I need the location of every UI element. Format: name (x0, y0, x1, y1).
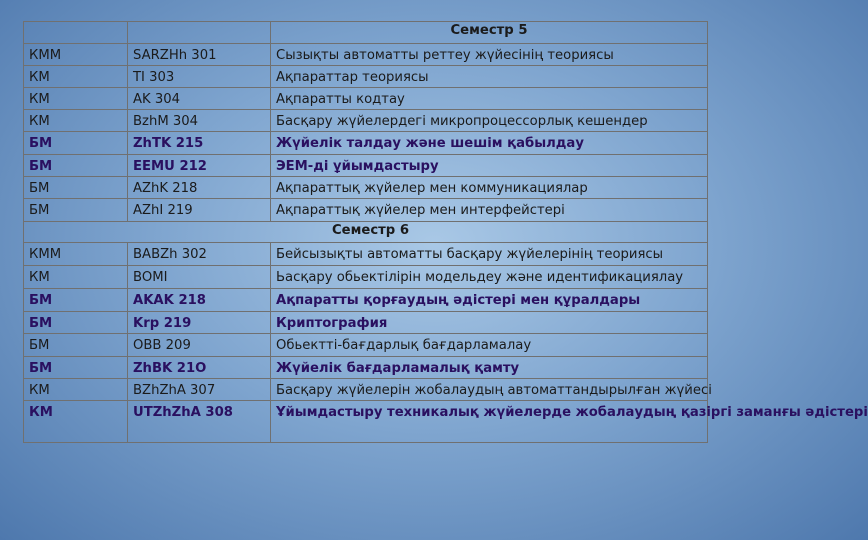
course-code-cell: BzhM 304 (128, 110, 271, 132)
module-type-cell: КМ (24, 266, 128, 289)
header-blank-cell (24, 22, 128, 44)
semester-header-row (24, 22, 708, 44)
course-row (24, 199, 708, 222)
course-row (24, 243, 708, 266)
module-type-cell: КММ (24, 44, 128, 66)
module-type-cell: БМ (24, 334, 128, 357)
module-type-cell: БМ (24, 312, 128, 334)
course-code-cell: AKAK 218 (128, 289, 271, 312)
course-row (24, 177, 708, 199)
course-code-cell: Krp 219 (128, 312, 271, 334)
course-code-cell: BOMI (128, 266, 271, 289)
course-name-cell: Басқару жүйелерін жобалаудың автоматтандырылған жүйесі (271, 379, 708, 401)
course-code-cell: ZhTK 215 (128, 132, 271, 155)
course-name-cell: ЭЕМ-ді ұйымдастыру (271, 155, 708, 177)
course-table (23, 21, 868, 443)
module-type-cell: БМ (24, 155, 128, 177)
course-name-cell: Ақпаратты қорғаудың әдістері мен құралдары (271, 289, 708, 312)
course-name-cell: Криптография (271, 312, 708, 334)
course-code-cell: AK 304 (128, 88, 271, 110)
module-type-cell: КМ (24, 110, 128, 132)
module-type-cell: БМ (24, 199, 128, 222)
course-row (24, 379, 708, 401)
course-name-cell: Ақпаратты кодтау (271, 88, 708, 110)
course-name-cell: Бейсызықты автоматты басқару жүйелерінің теориясы (271, 243, 708, 266)
course-code-cell: OBB 209 (128, 334, 271, 357)
header-blank-cell (128, 22, 271, 44)
module-type-cell: БМ (24, 357, 128, 379)
semester-header-row (24, 222, 708, 243)
course-row (24, 401, 708, 443)
course-code-cell: BABZh 302 (128, 243, 271, 266)
course-code-cell: UTZhZhA 308 (128, 401, 271, 443)
course-row (24, 334, 708, 357)
module-type-cell: БМ (24, 132, 128, 155)
course-row (24, 132, 708, 155)
course-row (24, 266, 708, 289)
course-name-cell: Ьасқару обьектілірін модельдеу және идентификациялау (271, 266, 708, 289)
semester-title: Семестр 6 (24, 222, 708, 243)
course-name-cell: Сызықты автоматты реттеу жүйесінің теориясы (271, 44, 708, 66)
course-name-cell: Обьектті-бағдарлық бағдарламалау (271, 334, 708, 357)
module-type-cell: КМ (24, 66, 128, 88)
course-name-cell: Ақпараттық жүйелер мен интерфейстері (271, 199, 708, 222)
course-name-cell: Басқару жүйелердегі микропроцессорлық кешендер (271, 110, 708, 132)
course-code-cell: EEMU 212 (128, 155, 271, 177)
course-name-cell: Ұйымдастыру техникалық жүйелерде жобалаудың қазіргі заманғы әдістері (271, 401, 708, 443)
course-code-cell: TI 303 (128, 66, 271, 88)
course-code-cell: AZhI 219 (128, 199, 271, 222)
course-code-cell: BZhZhA 307 (128, 379, 271, 401)
module-type-cell: КММ (24, 243, 128, 266)
module-type-cell: КМ (24, 401, 128, 443)
course-name-cell: Ақпараттық жүйелер мен коммуникациялар (271, 177, 708, 199)
semester-title: Семестр 5 (271, 22, 708, 44)
course-table-body (24, 22, 868, 443)
course-name-cell: Жүйелік бағдарламалық қамту (271, 357, 708, 379)
course-code-cell: SARZHh 301 (128, 44, 271, 66)
course-row (24, 110, 708, 132)
course-name-cell: Ақпараттар теориясы (271, 66, 708, 88)
module-type-cell: БМ (24, 177, 128, 199)
course-row (24, 289, 708, 312)
module-type-cell: БМ (24, 289, 128, 312)
course-row (24, 312, 708, 334)
module-type-cell: КМ (24, 88, 128, 110)
course-row (24, 357, 708, 379)
course-row (24, 88, 708, 110)
course-row (24, 66, 708, 88)
module-type-cell: КМ (24, 379, 128, 401)
course-row (24, 44, 708, 66)
course-name-cell: Жүйелік талдау және шешім қабылдау (271, 132, 708, 155)
course-row (24, 155, 708, 177)
course-code-cell: AZhK 218 (128, 177, 271, 199)
course-code-cell: ZhBK 21O (128, 357, 271, 379)
